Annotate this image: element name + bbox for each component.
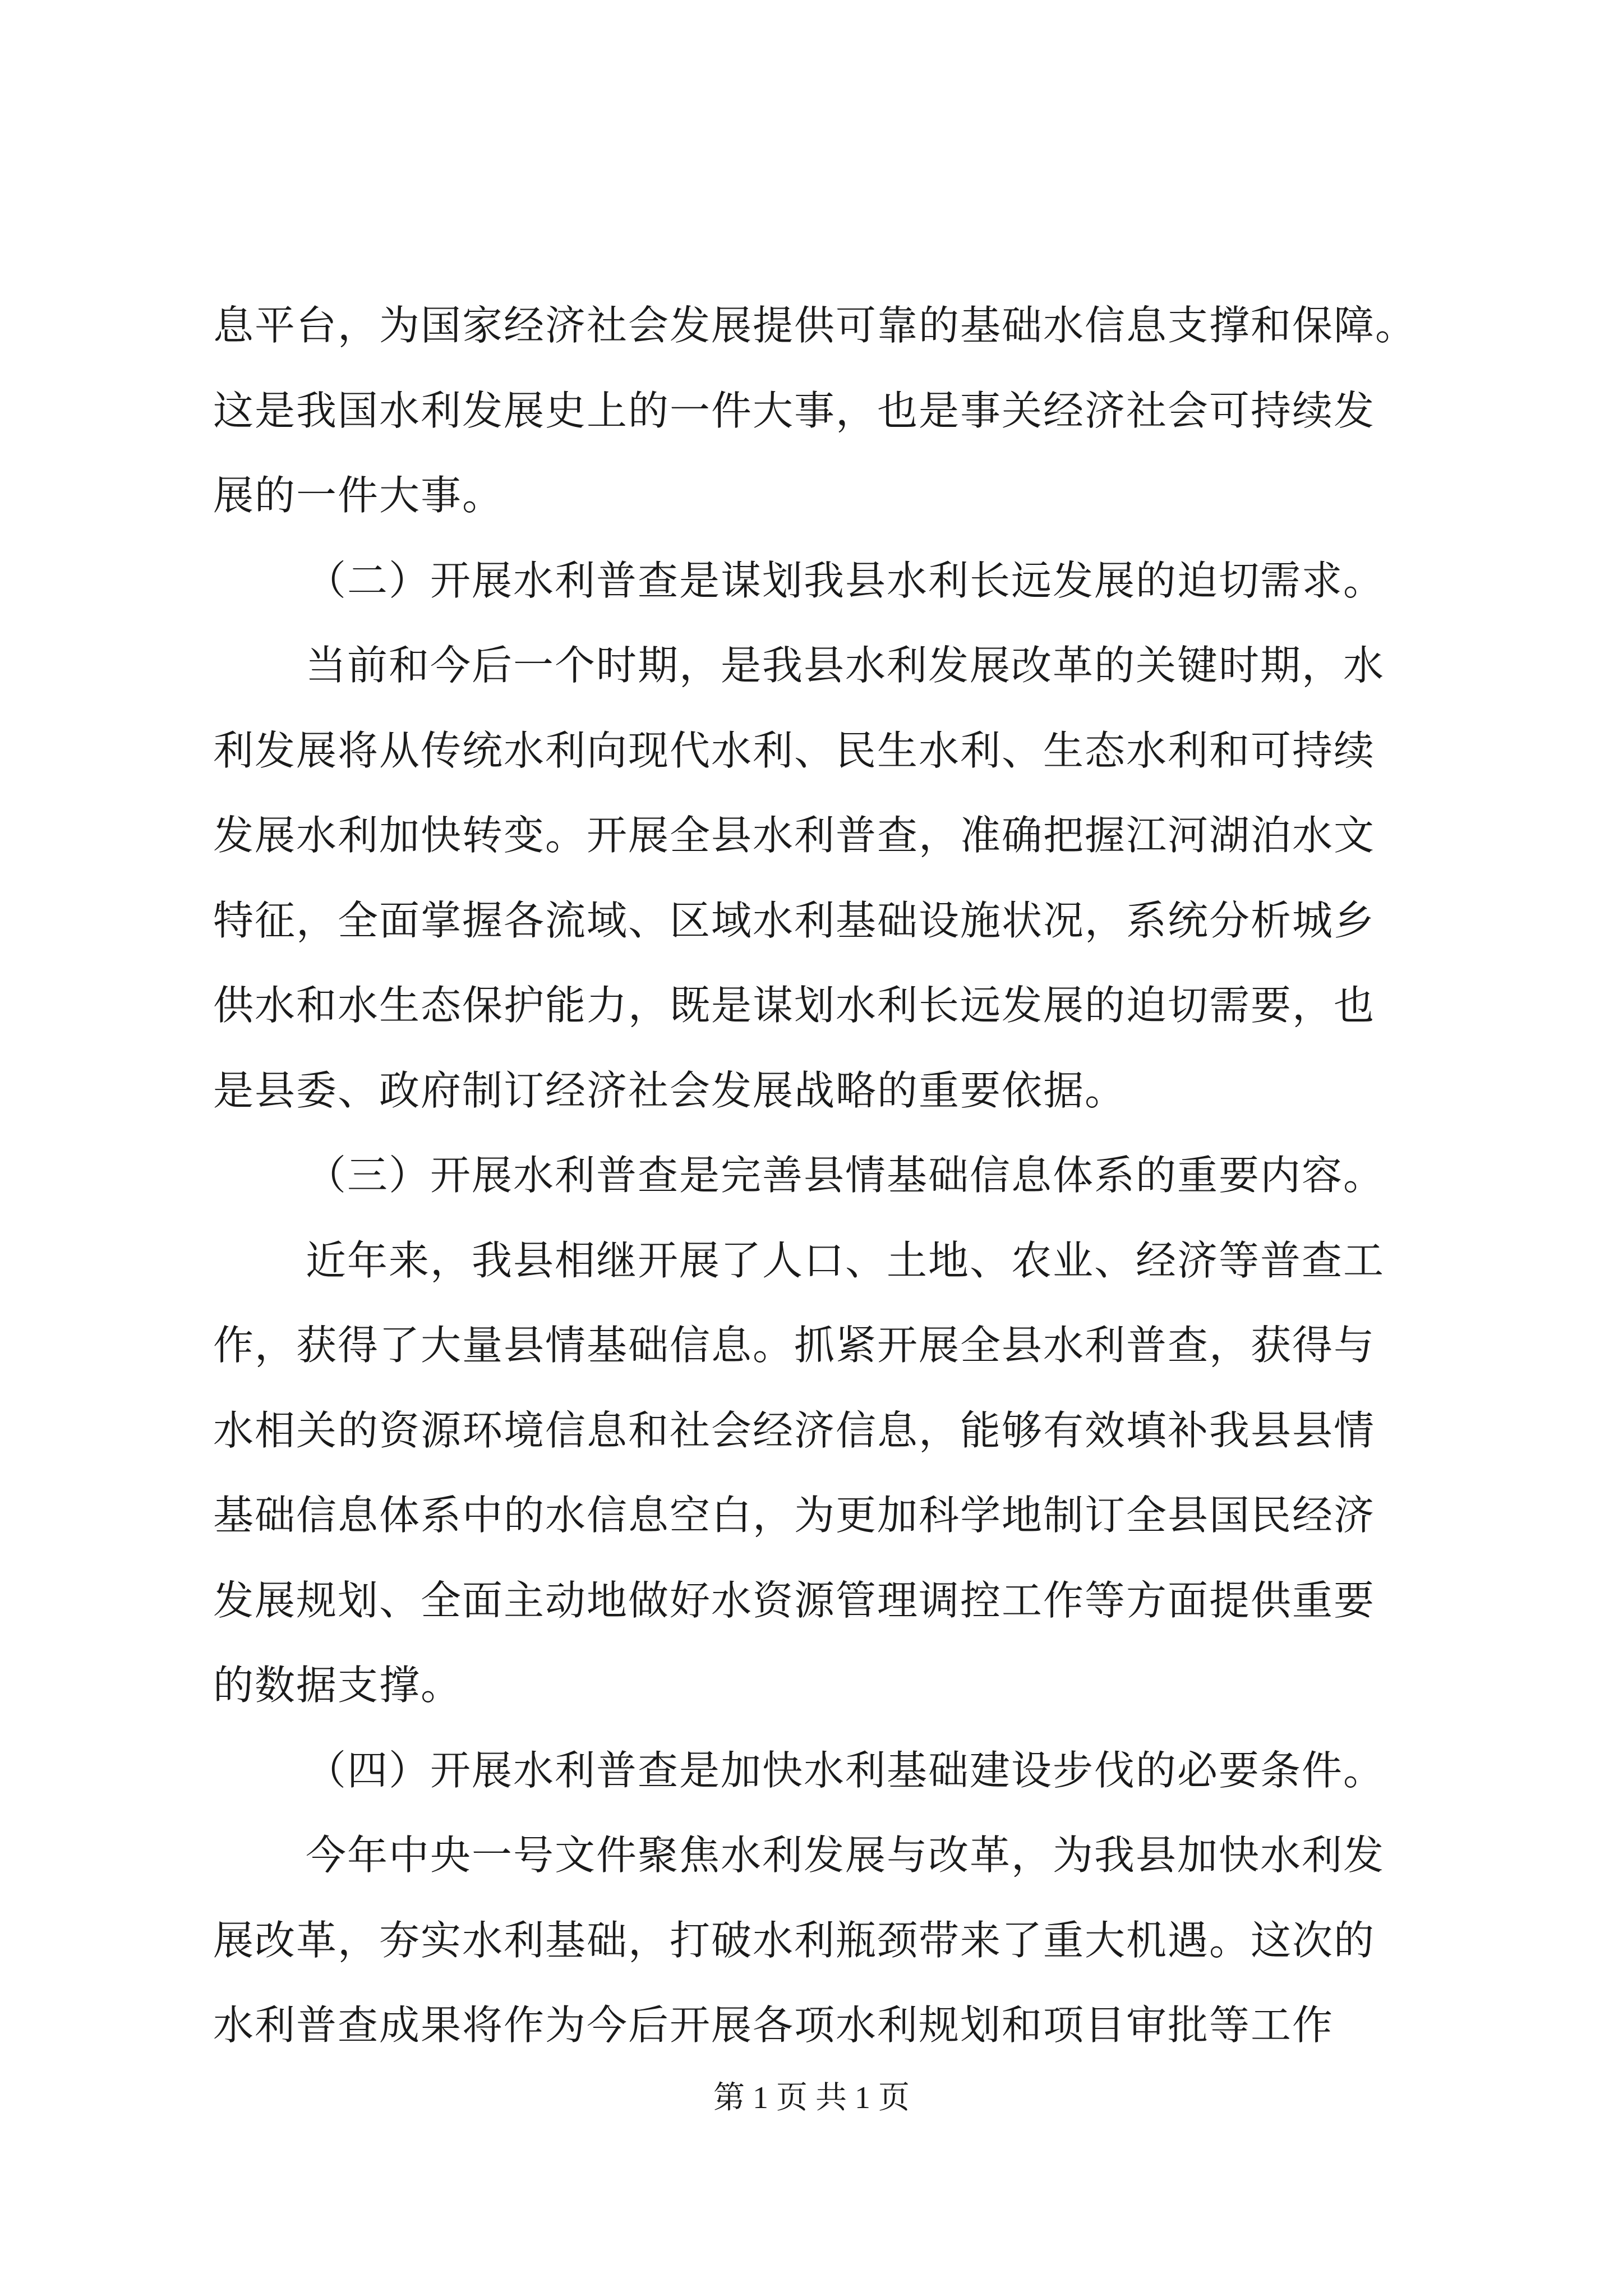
body-text-line: 基础信息体系中的水信息空白，为更加科学地制订全县国民经济 xyxy=(213,1492,1376,1539)
body-text-line: 当前和今后一个时期，是我县水利发展改革的关键时期，水 xyxy=(306,642,1385,689)
body-text-line: 今年中央一号文件聚焦水利发展与改革，为我县加快水利发 xyxy=(306,1832,1385,1879)
page-number-footer: 第 1 页 共 1 页 xyxy=(713,2081,910,2115)
body-text-line: 这是我国水利发展史上的一件大事，也是事关经济社会可持续发 xyxy=(213,387,1376,434)
body-text-line: 展改革，夯实水利基础，打破水利瓶颈带来了重大机遇。这次的 xyxy=(213,1917,1376,1964)
body-text-line: 发展规划、全面主动地做好水资源管理调控工作等方面提供重要 xyxy=(213,1577,1376,1624)
body-text-line: 发展水利加快转变。开展全县水利普查，准确把握江河湖泊水文 xyxy=(213,812,1376,859)
body-text-line: 近年来，我县相继开展了人口、土地、农业、经济等普查工 xyxy=(306,1237,1385,1284)
body-text-line: 水利普查成果将作为今后开展各项水利规划和项目审批等工作 xyxy=(213,2001,1334,2049)
body-text-line: 水相关的资源环境信息和社会经济信息，能够有效填补我县县情 xyxy=(213,1407,1376,1454)
body-text-line: 供水和水生态保护能力，既是谋划水利长远发展的迫切需要，也 xyxy=(213,982,1376,1029)
body-text-line: 展的一件大事。 xyxy=(213,472,504,519)
body-text-line: 是县委、政府制订经济社会发展战略的重要依据。 xyxy=(213,1067,1127,1114)
body-text-line: 的数据支撑。 xyxy=(213,1662,463,1709)
body-text-line: 作，获得了大量县情基础信息。抓紧开展全县水利普查，获得与 xyxy=(213,1322,1376,1369)
section-heading: （二）开展水利普查是谋划我县水利长远发展的迫切需求。 xyxy=(306,557,1385,604)
section-heading: （三）开展水利普查是完善县情基础信息体系的重要内容。 xyxy=(306,1152,1385,1199)
body-text-line: 特征，全面掌握各流域、区域水利基础设施状况，系统分析城乡 xyxy=(213,897,1376,944)
body-text-line: 息平台，为国家经济社会发展提供可靠的基础水信息支撑和保障。 xyxy=(213,302,1417,349)
body-text-line: 利发展将从传统水利向现代水利、民生水利、生态水利和可持续 xyxy=(213,727,1376,774)
section-heading: （四）开展水利普查是加快水利基础建设步伐的必要条件。 xyxy=(306,1747,1385,1794)
